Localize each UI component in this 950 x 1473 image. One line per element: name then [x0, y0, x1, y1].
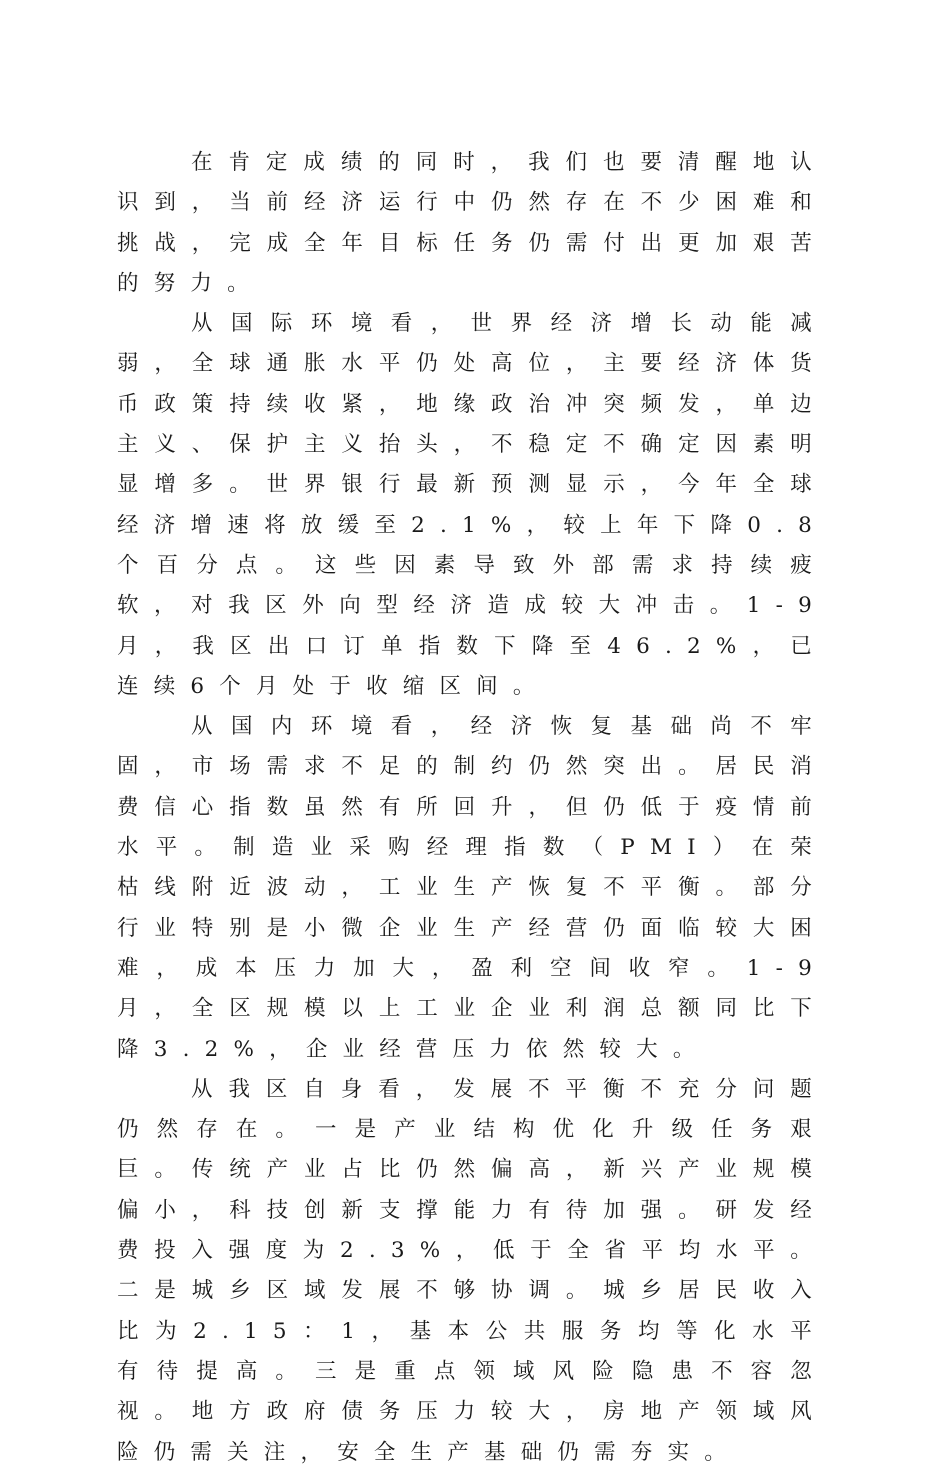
paragraph-intro: 在肯定成绩的同时，我们也要清醒地认识到，当前经济运行中仍然存在不少困难和挑战，完成全年目标任务仍需付出更加艰苦的努力。: [117, 150, 827, 296]
document-page: [117, 143, 827, 1473]
paragraph-local-issues: 从我区自身看，发展不平衡不充分问题仍然存在。一是产业结构优化升级任务艰巨。传统产业占比仍然偏高，新兴产业规模偏小，科技创新支撑能力有待加强。研发经费投入强度为2.3%，低于全省平均水平。二是城乡区域发展不够协调。城乡居民收入比为2.15：1，基本公共服务均等化水平有待提高。三是重点领域风险隐患不容忽视。地方政府债务压力较大，房地产领域风险仍需关注，安全生产基础仍需夯实。: [117, 1076, 827, 1465]
paragraph-international-environment: 从国际环境看，世界经济增长动能减弱，全球通胀水平仍处高位，主要经济体货币政策持续收紧，地缘政治冲突频发，单边主义、保护主义抬头，不稳定不确定因素明显增多。世界银行最新预测显示，今年全球经济增速将放缓至2.1%，较上年下降0.8个百分点。这些因素导致外部需求持续疲软，对我区外向型经济造成较大冲击。1-9月，我区出口订单指数下降至46.2%，已连续6个月处于收缩区间。: [117, 311, 827, 699]
paragraph-domestic-environment: 从国内环境看，经济恢复基础尚不牢固，市场需求不足的制约仍然突出。居民消费信心指数虽然有所回升，但仍低于疫情前水平。制造业采购经理指数（PMI）在荣枯线附近波动，工业生产恢复不平衡。部分行业特别是小微企业生产经营仍面临较大困难，成本压力加大，盈利空间收窄。1-9月，全区规模以上工业企业利润总额同比下降3.2%，企业经营压力依然较大。: [117, 714, 827, 1062]
